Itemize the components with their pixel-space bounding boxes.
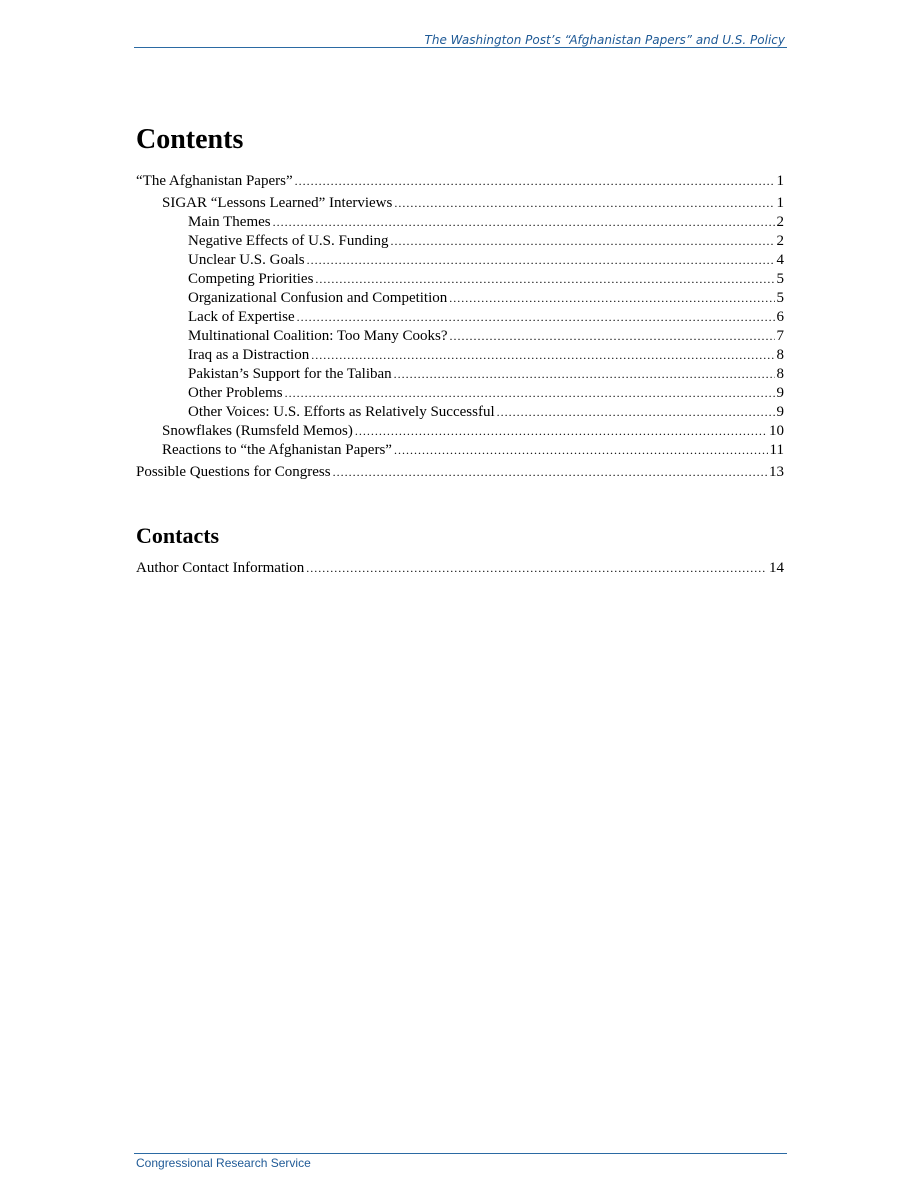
toc-dot-leader [315,270,774,289]
toc-dot-leader [285,384,775,403]
toc-entry[interactable] [136,194,784,213]
toc-entry-title: Negative Effects of U.S. Funding [188,233,389,249]
toc-entry-page: 8 [776,347,784,363]
toc-dot-leader [297,308,775,327]
toc-dot-leader [450,327,775,346]
toc-dot-leader [355,422,767,441]
contents-heading: Contents [136,124,244,155]
toc-entry-page: 11 [769,442,784,458]
toc-entry[interactable] [136,441,784,460]
toc-entry[interactable] [136,403,784,422]
toc-entry-page: 6 [776,309,784,325]
toc-entry-page: 2 [776,214,784,230]
toc-dot-leader [391,232,775,251]
toc-entry-title: Author Contact Information [136,560,305,576]
toc-entry-title: Pakistan’s Support for the Taliban [188,366,392,382]
contents-list [136,172,784,482]
toc-entry-title: Unclear U.S. Goals [188,252,305,268]
toc-entry-title: “The Afghanistan Papers” [136,173,293,189]
toc-entry-page: 4 [776,252,784,268]
toc-entry[interactable] [136,384,784,403]
toc-dot-leader [307,251,775,270]
toc-entry[interactable] [136,213,784,232]
toc-entry-title: Snowflakes (Rumsfeld Memos) [162,423,353,439]
toc-entry-page: 9 [776,385,784,401]
footer-rule [134,1153,787,1154]
toc-entry-page: 7 [776,328,784,344]
toc-dot-leader [311,346,774,365]
toc-entry-title: Reactions to “the Afghanistan Papers” [162,442,392,458]
toc-entry-page: 5 [776,290,784,306]
header-rule [134,47,787,48]
toc-entry-page: 10 [769,423,784,439]
toc-entry-title: Multinational Coalition: Too Many Cooks? [188,328,448,344]
toc-entry[interactable] [136,308,784,327]
toc-entry-title: Other Problems [188,385,283,401]
toc-dot-leader [497,403,775,422]
toc-entry-page: 9 [776,404,784,420]
toc-entry-page: 2 [776,233,784,249]
toc-entry-title: Other Voices: U.S. Efforts as Relatively Successful [188,404,495,420]
toc-entry[interactable] [136,270,784,289]
toc-entry-page: 13 [769,464,784,480]
contacts-list [136,559,784,578]
toc-entry[interactable] [136,346,784,365]
toc-entry-title: SIGAR “Lessons Learned” Interviews [162,195,393,211]
toc-dot-leader [394,441,768,460]
toc-entry[interactable] [136,463,784,482]
toc-dot-leader [333,463,767,482]
toc-entry[interactable] [136,559,784,578]
toc-entry-title: Possible Questions for Congress [136,464,331,480]
toc-entry[interactable] [136,365,784,384]
toc-entry-page: 8 [776,366,784,382]
toc-entry-title: Organizational Confusion and Competition [188,290,448,306]
toc-dot-leader [394,365,775,384]
toc-entry[interactable] [136,251,784,270]
footer-organization: Congressional Research Service [136,1156,311,1170]
toc-entry-title: Iraq as a Distraction [188,347,310,363]
toc-entry[interactable] [136,232,784,251]
toc-dot-leader [295,172,775,191]
toc-entry[interactable] [136,327,784,346]
running-header: The Washington Post’s “Afghanistan Papers” and U.S. Policy [424,33,785,47]
contacts-heading: Contacts [136,523,220,548]
toc-entry-page: 5 [776,271,784,287]
toc-entry[interactable] [136,422,784,441]
toc-entry-page: 1 [776,195,784,211]
toc-entry-page: 1 [776,173,784,189]
toc-entry[interactable] [136,172,784,191]
toc-entry-title: Main Themes [188,214,271,230]
toc-dot-leader [394,194,774,213]
toc-entry-title: Lack of Expertise [188,309,295,325]
toc-entry[interactable] [136,289,784,308]
toc-entry-page: 14 [769,560,784,576]
toc-dot-leader [306,559,767,578]
toc-entry-title: Competing Priorities [188,271,314,287]
toc-dot-leader [273,213,775,232]
toc-dot-leader [449,289,774,308]
